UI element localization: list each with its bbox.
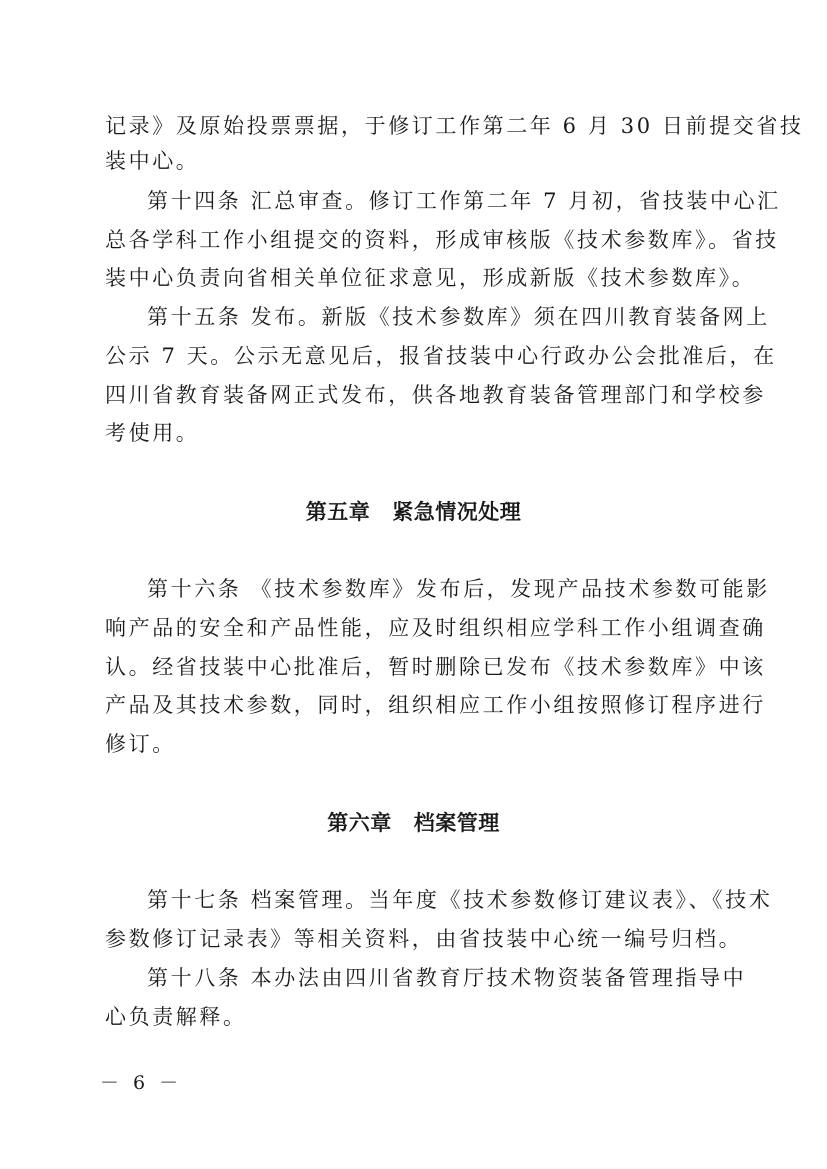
article-14-line: 第十四条 汇总审查。修订工作第二年 7 月初，省技装中心汇 — [147, 189, 781, 213]
article-15-line: 第十五条 发布。新版《技术参数库》须在四川教育装备网上 — [147, 305, 770, 329]
article-18-line: 第十八条 本办法由四川省教育厅技术物资装备管理指导中 — [147, 966, 747, 990]
chapter-6-heading — [0, 808, 827, 838]
paragraph-line: 装中心。 — [105, 149, 200, 173]
article-15-line: 考使用。 — [105, 421, 200, 445]
article-16-line: 响产品的安全和产品性能，应及时组织相应学科工作小组调查确 — [105, 616, 766, 640]
article-14-line: 装中心负责向省相关单位征求意见，形成新版《技术参数库》。 — [105, 266, 756, 290]
article-15-line: 公示 7 天。公示无意见后，报省技装中心行政办公会批准后，在 — [105, 344, 777, 368]
page-number: － 6 － — [100, 1072, 183, 1094]
chapter-title: 档案管理 — [413, 811, 500, 835]
article-17-line: 第十七条 档案管理。当年度《技术参数修订建议表》、《技术 — [147, 888, 773, 912]
article-16-line: 产品及其技术参数，同时，组织相应工作小组按照修订程序进行 — [105, 693, 766, 717]
chapter-number: 第五章 — [305, 500, 371, 524]
article-16-line: 第十六条 《技术参数库》发布后，发现产品技术参数可能影 — [147, 577, 770, 601]
article-16-line: 认。经省技装中心批准后，暂时删除已发布《技术参数库》中该 — [105, 655, 766, 679]
chapter-5-heading — [0, 497, 827, 527]
chapter-number: 第六章 — [327, 811, 392, 835]
article-17-line: 参数修订记录表》等相关资料，由省技装中心统一编号归档。 — [105, 927, 743, 951]
chapter-title: 紧急情况处理 — [392, 500, 522, 524]
article-15-line: 四川省教育装备网正式发布，供各地教育装备管理部门和学校参 — [105, 383, 766, 407]
article-16-line: 修订。 — [105, 732, 176, 756]
paragraph-line: 记录》及原始投票票据，于修订工作第二年 6 月 30 日前提交省技 — [105, 114, 804, 138]
article-14-line: 总各学科工作小组提交的资料，形成审核版《技术参数库》。省技 — [105, 228, 779, 252]
article-18-line: 心负责解释。 — [105, 1005, 247, 1029]
